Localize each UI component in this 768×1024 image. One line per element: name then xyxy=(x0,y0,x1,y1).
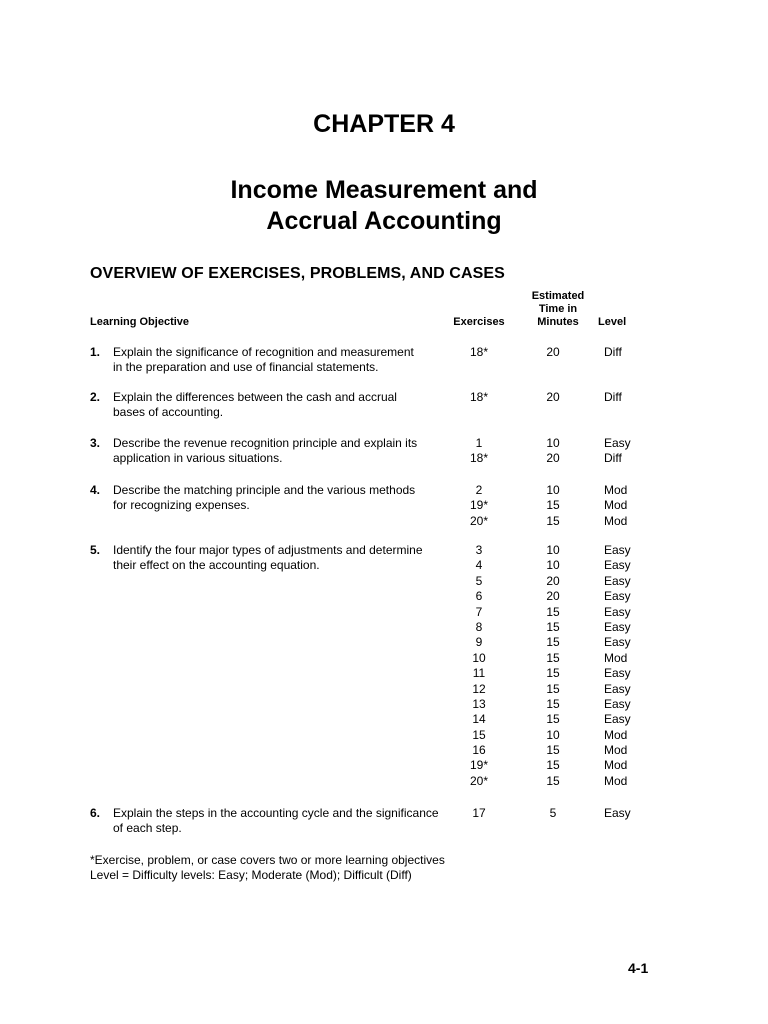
page-number: 4-1 xyxy=(628,960,649,976)
minutes-cell xyxy=(522,390,584,405)
level-value: Mod xyxy=(604,498,628,513)
minutes-cell xyxy=(522,806,584,821)
exercise-number: 20* xyxy=(469,773,489,788)
minutes-value: 15 xyxy=(546,743,560,758)
level-value: Mod xyxy=(604,727,628,742)
level-value: Easy xyxy=(604,604,631,619)
header-level: Level xyxy=(598,316,627,328)
exercise-number: 14 xyxy=(472,712,486,727)
exercise-number: 16 xyxy=(472,743,486,758)
level-value: Easy xyxy=(604,712,631,727)
objective-description-line: Identify the four major types of adjustments and determine xyxy=(113,543,423,557)
level-value: Easy xyxy=(604,666,631,681)
level-value: Easy xyxy=(604,589,631,604)
chapter-label: CHAPTER 4 xyxy=(313,110,455,138)
objective-description xyxy=(113,436,448,467)
level-value: Easy xyxy=(604,619,631,634)
footnote-line: Level = Difficulty levels: Easy; Moderate (Mod); Difficult (Diff) xyxy=(90,868,412,883)
footnote-line: *Exercise, problem, or case covers two or more learning objectives xyxy=(90,853,445,867)
header-learning-objective: Learning Objective xyxy=(90,316,190,328)
objective-description-line: for recognizing expenses. xyxy=(113,498,250,513)
objective-number: 6. xyxy=(90,806,101,820)
level-value: Easy xyxy=(604,436,631,450)
chapter-title xyxy=(0,175,768,237)
header-time-line: Estimated xyxy=(531,290,585,302)
exercise-number: 7 xyxy=(475,604,483,619)
exercise-number: 9 xyxy=(475,635,483,650)
minutes-cell xyxy=(522,345,584,360)
objective-description xyxy=(113,390,448,421)
minutes-value: 10 xyxy=(546,436,560,450)
objective-description-line: of each step. xyxy=(113,821,182,836)
minutes-value: 15 xyxy=(546,604,560,619)
level-cell xyxy=(604,806,631,821)
level-cell xyxy=(604,436,631,467)
objective-number: 5. xyxy=(90,543,101,557)
level-value: Easy xyxy=(604,681,631,696)
level-value: Easy xyxy=(604,635,631,650)
exercises-cell xyxy=(450,345,508,360)
objective-description-line: bases of accounting. xyxy=(113,405,224,420)
exercise-number: 18* xyxy=(469,451,489,466)
objective-description-line: Explain the significance of recognition and measurement xyxy=(113,345,414,359)
header-time-line: Minutes xyxy=(537,316,579,328)
minutes-value: 10 xyxy=(546,483,560,497)
level-value: Easy xyxy=(604,543,631,557)
exercise-number: 15 xyxy=(472,727,486,742)
header-estimated-time xyxy=(522,290,594,329)
level-value: Diff xyxy=(604,451,622,466)
level-cell xyxy=(604,345,622,360)
objective-description-line: in the preparation and use of financial statements. xyxy=(113,360,379,375)
exercises-cell xyxy=(450,543,508,789)
objective-number: 4. xyxy=(90,483,101,497)
exercises-cell xyxy=(450,483,508,529)
minutes-value: 15 xyxy=(546,635,560,650)
minutes-value: 10 xyxy=(546,558,560,573)
exercise-number: 4 xyxy=(475,558,483,573)
minutes-value: 10 xyxy=(546,727,560,742)
minutes-value: 15 xyxy=(546,619,560,634)
exercise-number: 18* xyxy=(469,345,489,359)
minutes-cell xyxy=(522,543,584,789)
level-value: Easy xyxy=(604,573,631,588)
exercise-number: 5 xyxy=(475,573,483,588)
minutes-value: 15 xyxy=(546,758,560,773)
level-cell xyxy=(604,390,622,405)
minutes-cell xyxy=(522,483,584,529)
level-value: Easy xyxy=(604,558,631,573)
objective-description-line: Describe the revenue recognition principle and explain its xyxy=(113,436,418,450)
exercises-cell xyxy=(450,390,508,405)
minutes-value: 5 xyxy=(549,806,557,820)
exercise-number: 18* xyxy=(469,390,489,404)
minutes-cell xyxy=(522,436,584,467)
chapter-title-line: Income Measurement and xyxy=(230,176,538,204)
exercise-number: 19* xyxy=(469,498,489,513)
exercise-number: 11 xyxy=(472,666,486,681)
objective-description xyxy=(113,543,448,574)
objective-number: 2. xyxy=(90,390,101,404)
header-time-line: Time in xyxy=(538,303,578,315)
minutes-value: 15 xyxy=(546,773,560,788)
level-cell xyxy=(604,483,627,529)
exercise-number: 3 xyxy=(475,543,483,557)
objective-description-line: Explain the differences between the cash and accrual xyxy=(113,390,397,404)
minutes-value: 20 xyxy=(546,573,560,588)
exercise-number: 17 xyxy=(472,806,486,820)
minutes-value: 15 xyxy=(546,498,560,513)
objective-number: 1. xyxy=(90,345,101,359)
level-value: Easy xyxy=(604,806,631,820)
chapter-title-line: Accrual Accounting xyxy=(266,207,502,235)
objective-description-line: Explain the steps in the accounting cycle and the significance xyxy=(113,806,439,820)
exercise-number: 2 xyxy=(475,483,483,497)
minutes-value: 20 xyxy=(546,589,560,604)
exercise-number: 10 xyxy=(472,650,486,665)
objective-description xyxy=(113,483,448,514)
level-value: Mod xyxy=(604,483,628,497)
objective-number: 3. xyxy=(90,436,101,450)
header-exercises: Exercises xyxy=(453,316,505,328)
minutes-value: 20 xyxy=(546,390,560,404)
minutes-value: 20 xyxy=(546,345,560,359)
level-value: Mod xyxy=(604,773,628,788)
objective-description-line: Describe the matching principle and the various methods xyxy=(113,483,416,497)
exercise-number: 20* xyxy=(469,513,489,528)
level-value: Mod xyxy=(604,513,628,528)
minutes-value: 15 xyxy=(546,681,560,696)
minutes-value: 15 xyxy=(546,513,560,528)
minutes-value: 20 xyxy=(546,451,560,466)
footnote xyxy=(90,853,445,884)
minutes-value: 15 xyxy=(546,696,560,711)
level-value: Diff xyxy=(604,345,622,359)
objective-description-line: application in various situations. xyxy=(113,451,283,466)
exercise-number: 12 xyxy=(472,681,486,696)
overview-heading: OVERVIEW OF EXERCISES, PROBLEMS, AND CASES xyxy=(90,265,505,282)
level-value: Mod xyxy=(604,650,628,665)
level-value: Mod xyxy=(604,758,628,773)
exercise-number: 19* xyxy=(469,758,489,773)
objective-description xyxy=(113,806,448,837)
exercises-cell xyxy=(450,806,508,821)
minutes-value: 10 xyxy=(546,543,560,557)
level-value: Diff xyxy=(604,390,622,404)
exercise-number: 8 xyxy=(475,619,483,634)
exercise-number: 1 xyxy=(475,436,483,450)
minutes-value: 15 xyxy=(546,650,560,665)
objective-description-line: their effect on the accounting equation. xyxy=(113,558,320,573)
minutes-value: 15 xyxy=(546,666,560,681)
exercises-cell xyxy=(450,436,508,467)
exercise-number: 13 xyxy=(472,696,486,711)
level-value: Easy xyxy=(604,696,631,711)
level-cell xyxy=(604,543,631,789)
objective-description xyxy=(113,345,448,376)
minutes-value: 15 xyxy=(546,712,560,727)
exercise-number: 6 xyxy=(475,589,483,604)
level-value: Mod xyxy=(604,743,628,758)
